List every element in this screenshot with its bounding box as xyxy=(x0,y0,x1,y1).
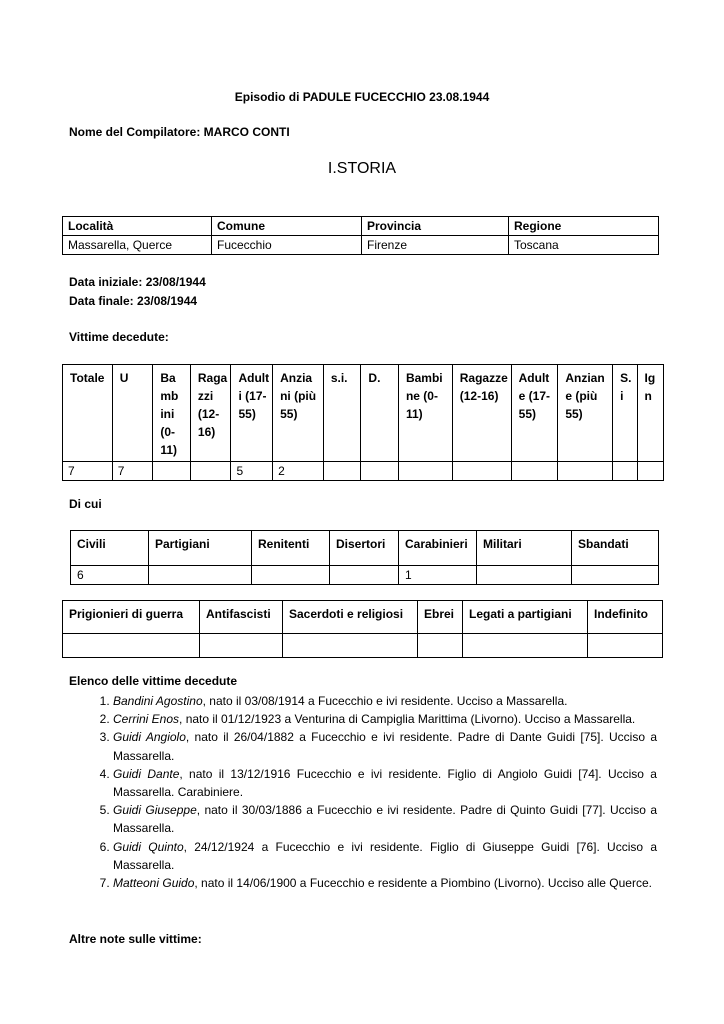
victim-name: Guidi Angiolo xyxy=(113,730,186,745)
victims-header-cell: S. i xyxy=(613,365,637,462)
victims-value-cell xyxy=(153,462,191,481)
legati-value xyxy=(463,634,588,658)
victim-details: , nato il 01/12/1923 a Venturina di Campiglia Marittima (Livorno). Ucciso a Massarella. xyxy=(179,712,636,727)
victims-header-cell: D. xyxy=(361,365,399,462)
sacerdoti-header: Sacerdoti e religiosi xyxy=(283,601,418,634)
victims-header-cell: Ig n xyxy=(637,365,664,462)
ebrei-value xyxy=(418,634,463,658)
victims-value-cell xyxy=(637,462,664,481)
victims-list xyxy=(69,692,657,892)
victim-details: , nato il 14/06/1900 a Fucecchio e residente a Piombino (Livorno). Ucciso alle Querce. xyxy=(194,876,652,891)
section-title: I.STORIA xyxy=(327,160,397,177)
sbandati-header: Sbandati xyxy=(572,531,659,566)
comune-value: Fucecchio xyxy=(212,236,362,255)
victims-value-cell: 7 xyxy=(112,462,153,481)
militari-value xyxy=(477,566,572,585)
comune-header: Comune xyxy=(212,217,362,236)
list-item xyxy=(113,692,657,710)
victims-value-cell xyxy=(323,462,361,481)
victims-list-title: Elenco delle vittime decedute xyxy=(69,674,238,688)
victims-label: Vittime decedute: xyxy=(69,330,169,344)
victim-name: Matteoni Guido xyxy=(113,876,195,891)
victims-header-cell: Anzia ni (più 55) xyxy=(273,365,324,462)
victim-name: Guidi Dante xyxy=(113,766,180,781)
list-item xyxy=(113,765,657,801)
victims-value-cell: 2 xyxy=(273,462,324,481)
victims-header-cell: Adult i (17- 55) xyxy=(231,365,273,462)
partigiani-value xyxy=(149,566,252,585)
victim-name: Bandini Agostino xyxy=(113,694,203,708)
militari-header: Militari xyxy=(477,531,572,566)
victims-header-cell: Totale xyxy=(63,365,113,462)
victims-header-cell: Bambi ne (0- 11) xyxy=(398,365,452,462)
location-header: Località xyxy=(63,217,212,236)
victim-name: Guidi Quinto xyxy=(113,839,184,854)
victims-value-cell xyxy=(361,462,399,481)
victims-value-cell: 7 xyxy=(63,462,113,481)
victims-value-cell xyxy=(558,462,613,481)
list-item xyxy=(113,801,657,837)
victims-value-cell: 5 xyxy=(231,462,273,481)
victims-header-cell: Anzian e (più 55) xyxy=(558,365,613,462)
victims-header-cell: Ba mb ini (0- 11) xyxy=(153,365,191,462)
civili-value: 6 xyxy=(71,566,149,585)
list-item xyxy=(113,710,657,728)
prigionieri-value xyxy=(63,634,200,658)
episode-title: Episodio di PADULE FUCECCHIO 23.08.1944 xyxy=(234,90,490,104)
victims-value-cell xyxy=(398,462,452,481)
regione-header: Regione xyxy=(509,217,659,236)
other-notes-label: Altre note sulle vittime: xyxy=(69,932,202,946)
victims-value-cell xyxy=(190,462,231,481)
provincia-header: Provincia xyxy=(362,217,509,236)
ebrei-header: Ebrei xyxy=(418,601,463,634)
sacerdoti-value xyxy=(283,634,418,658)
di-cui-table xyxy=(70,530,659,585)
carabinieri-value: 1 xyxy=(399,566,477,585)
compiler-name: Nome del Compilatore: MARCO CONTI xyxy=(69,125,290,139)
victim-details: , 24/12/1924 a Fucecchio e ivi residente. Figlio di Giuseppe Guidi [76]. Ucciso a Massarella. xyxy=(113,839,658,872)
legati-header: Legati a partigiani xyxy=(463,601,588,634)
victims-value-cell xyxy=(613,462,637,481)
prigionieri-header: Prigionieri di guerra xyxy=(63,601,200,634)
victims-header-cell: s.i. xyxy=(323,365,361,462)
victim-details: , nato il 30/03/1886 a Fucecchio e ivi residente. Padre di Quinto Guidi [77]. Ucciso a Massarella. xyxy=(113,803,658,836)
victim-name: Guidi Giuseppe xyxy=(113,803,197,818)
prisoners-table xyxy=(62,600,663,658)
victim-details: , nato il 03/08/1914 a Fucecchio e ivi residente. Ucciso a Massarella. xyxy=(202,694,568,708)
antifascisti-value xyxy=(200,634,283,658)
partigiani-header: Partigiani xyxy=(149,531,252,566)
victims-table xyxy=(62,364,664,481)
renitenti-header: Renitenti xyxy=(252,531,330,566)
victim-name: Cerrini Enos xyxy=(113,712,180,727)
victims-header-cell: Adult e (17- 55) xyxy=(511,365,558,462)
victims-value-cell xyxy=(452,462,511,481)
disertori-header: Disertori xyxy=(330,531,399,566)
indefinito-header: Indefinito xyxy=(588,601,663,634)
carabinieri-header: Carabinieri xyxy=(399,531,477,566)
victim-details: , nato il 26/04/1882 a Fucecchio e ivi residente. Padre di Dante Guidi [75]. Ucciso a Massarella. xyxy=(113,730,657,763)
location-value: Massarella, Querce xyxy=(63,236,212,255)
regione-value: Toscana xyxy=(509,236,659,255)
victims-header-cell: Raga zzi (12- 16) xyxy=(190,365,231,462)
list-item xyxy=(113,874,657,892)
sbandati-value xyxy=(572,566,659,585)
di-cui-label: Di cui xyxy=(69,497,102,511)
list-item xyxy=(113,838,657,874)
end-date: Data finale: 23/08/1944 xyxy=(69,294,198,308)
location-table xyxy=(62,216,659,255)
antifascisti-header: Antifascisti xyxy=(200,601,283,634)
victim-details: , nato il 13/12/1916 Fucecchio e ivi residente. Figlio di Angiolo Guidi [74]. Ucciso a Massarella. Carabiniere. xyxy=(113,766,657,800)
renitenti-value xyxy=(252,566,330,585)
start-date: Data iniziale: 23/08/1944 xyxy=(69,275,206,289)
victims-header-cell: U xyxy=(112,365,153,462)
disertori-value xyxy=(330,566,399,585)
civili-header: Civili xyxy=(71,531,149,566)
indefinito-value xyxy=(588,634,663,658)
victims-value-cell xyxy=(511,462,558,481)
victims-header-cell: Ragazze (12-16) xyxy=(452,365,511,462)
provincia-value: Firenze xyxy=(362,236,509,255)
list-item xyxy=(113,728,657,764)
